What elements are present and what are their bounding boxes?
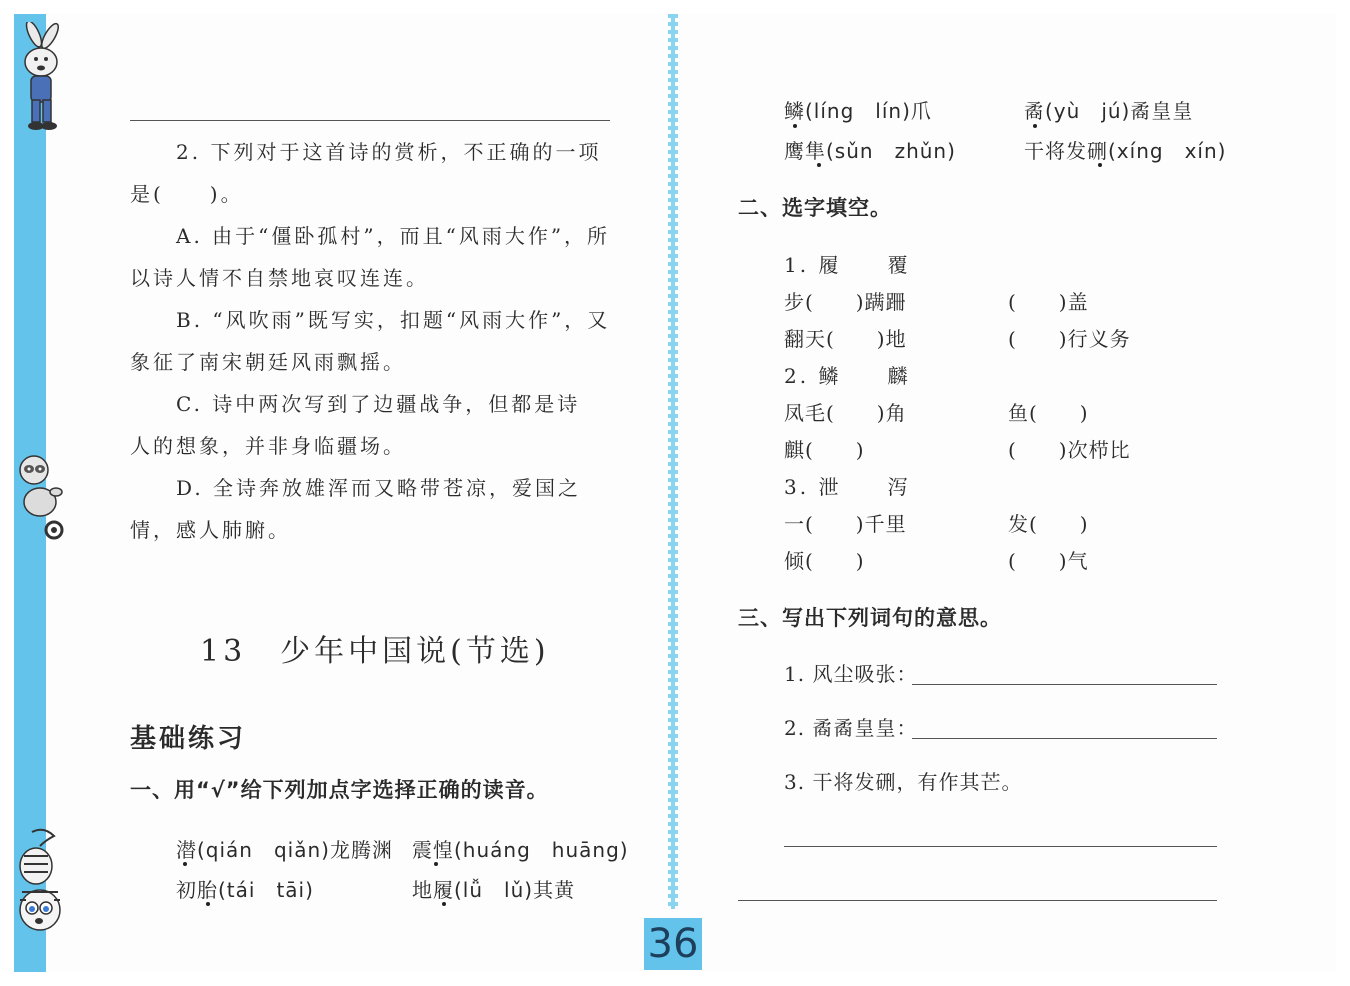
fill-item: 翻天( )地 bbox=[784, 327, 907, 351]
meaning-item-1: 1. 风尘吸张： bbox=[784, 662, 918, 686]
option-b-line2: 象征了南宋朝廷风雨飘摇。 bbox=[130, 350, 406, 374]
option-a-line1: A. 由于“僵卧孤村”，而且“风雨大作”，所 bbox=[176, 224, 611, 248]
group2-header: 2. 鳞 麟 bbox=[784, 364, 911, 388]
fill-item: 倾( ) bbox=[784, 549, 865, 573]
fill-item: ( )行义务 bbox=[1008, 327, 1131, 351]
pinyin-item: 地履(lǚ lǔ)其黄 bbox=[412, 878, 576, 902]
option-c-line2: 人的想象，并非身临疆场。 bbox=[130, 434, 406, 458]
answer-line[interactable] bbox=[738, 900, 1217, 901]
rabbit-mascot-icon bbox=[14, 22, 64, 134]
pinyin-item: 鳞(líng lín)爪 bbox=[784, 99, 932, 123]
page-number: 36 bbox=[644, 918, 702, 970]
q2-line1: 2. 下列对于这首诗的赏析，不正确的一项 bbox=[176, 140, 602, 164]
pinyin-item: 干将发硎(xíng xín) bbox=[1024, 139, 1227, 163]
fill-item: ( )盖 bbox=[1008, 290, 1089, 314]
option-a-line2: 以诗人情不自禁地哀叹连连。 bbox=[130, 266, 429, 290]
raccoon-mascot-icon bbox=[14, 452, 64, 542]
emphasis-dot bbox=[817, 163, 821, 167]
fill-item: 步( )蹒跚 bbox=[784, 290, 907, 314]
pinyin-item: 鹰隼(sǔn zhǔn) bbox=[784, 139, 956, 163]
part2-heading: 二、选字填空。 bbox=[738, 196, 892, 220]
answer-line[interactable] bbox=[912, 684, 1217, 685]
emphasis-dot bbox=[206, 902, 210, 906]
pinyin-item: 潜(qián qiǎn)龙腾渊 bbox=[176, 838, 393, 862]
fill-item: 麒( ) bbox=[784, 438, 865, 462]
part1-heading: 一、用“√”给下列加点字选择正确的读音。 bbox=[130, 778, 549, 802]
emphasis-dot bbox=[793, 124, 797, 128]
meaning-item-2: 2. 矞矞皇皇： bbox=[784, 716, 918, 740]
pinyin-item: 初胎(tái tāi) bbox=[176, 878, 314, 902]
option-c-line1: C. 诗中两次写到了边疆战争，但都是诗 bbox=[176, 392, 581, 416]
q2-line2: 是( )。 bbox=[130, 182, 244, 206]
fill-item: 发( ) bbox=[1008, 512, 1089, 536]
part3-heading: 三、写出下列词句的意思。 bbox=[738, 606, 1002, 630]
lesson-title: 13 少年中国说(节选) bbox=[200, 634, 550, 669]
fill-item: 凤毛( )角 bbox=[784, 401, 907, 425]
emphasis-dot bbox=[434, 862, 438, 866]
answer-line[interactable] bbox=[784, 846, 1217, 847]
emphasis-dot bbox=[183, 862, 187, 866]
option-d-line2: 情，感人肺腑。 bbox=[130, 518, 291, 542]
emphasis-dot bbox=[1033, 124, 1037, 128]
option-b-line1: B. “风吹雨”既写实，扣题“风雨大作”，又 bbox=[176, 308, 611, 332]
fill-item: ( )气 bbox=[1008, 549, 1089, 573]
fill-item: 一( )千里 bbox=[784, 512, 907, 536]
option-d-line1: D. 全诗奔放雄浑而又略带苍凉，爱国之 bbox=[176, 476, 582, 500]
emphasis-dot bbox=[442, 902, 446, 906]
answer-line[interactable] bbox=[912, 738, 1217, 739]
page-divider bbox=[668, 14, 678, 909]
pinyin-item: 震惶(huáng huāng) bbox=[412, 838, 629, 862]
fill-item: 鱼( ) bbox=[1008, 401, 1089, 425]
group1-header: 1. 履 覆 bbox=[784, 253, 911, 277]
group3-header: 3. 泄 泻 bbox=[784, 475, 911, 499]
meaning-item-3: 3. 干将发硎，有作其芒。 bbox=[784, 770, 1023, 794]
fill-item: ( )次栉比 bbox=[1008, 438, 1131, 462]
top-rule bbox=[130, 120, 610, 121]
emphasis-dot bbox=[1098, 163, 1102, 167]
tiger-mascot-icon bbox=[14, 826, 64, 944]
section-title: 基础练习 bbox=[130, 724, 247, 754]
pinyin-item: 矞(yù jú)矞皇皇 bbox=[1024, 99, 1194, 123]
